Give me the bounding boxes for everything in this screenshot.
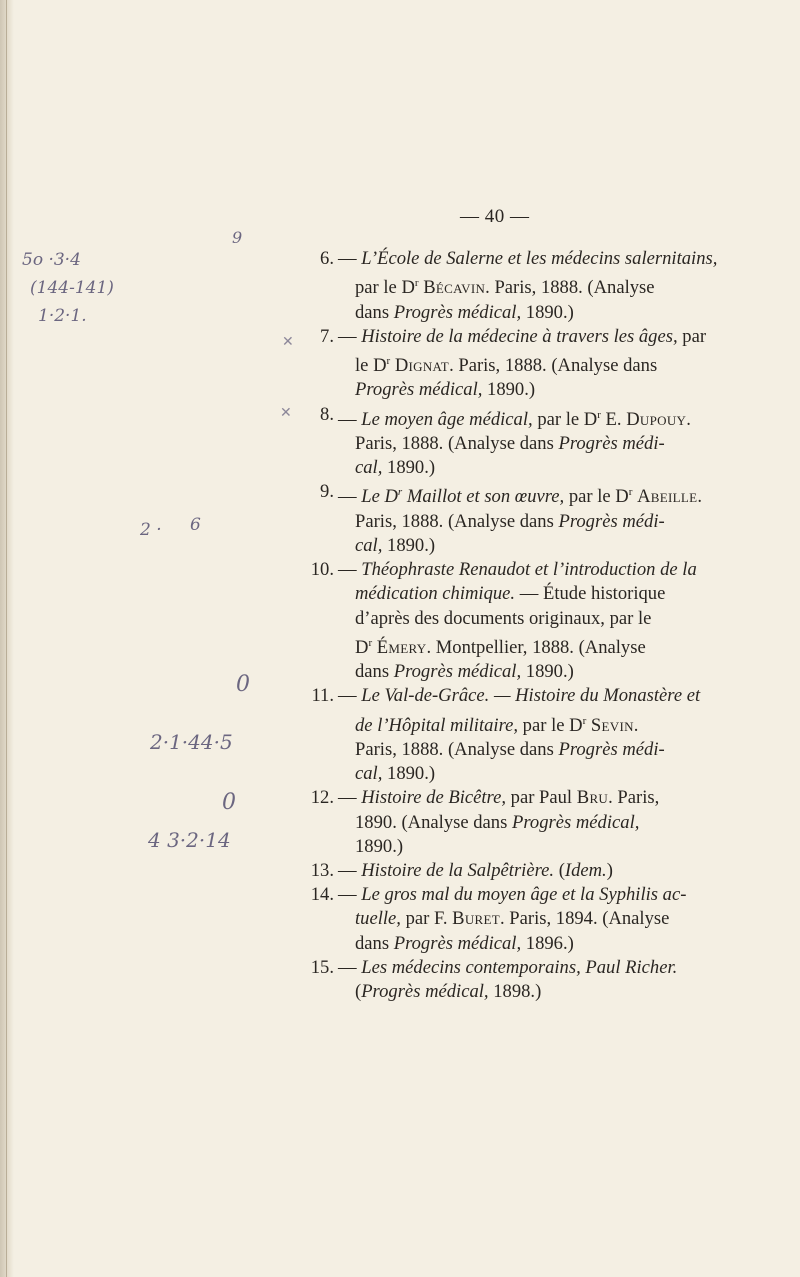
entry-line: — Le $D^r$ Maillot et son œuvre, par le $D^r$ Abeille. (338, 486, 703, 508)
entry-line: 1890. (Analyse dans Progrès médical, (355, 811, 640, 833)
entry-line: dans Progrès médical, 1890.) (355, 301, 574, 323)
bibliography-entry (300, 859, 720, 883)
bibliography-entry (300, 786, 720, 859)
entry-line: cal, 1890.) (355, 457, 436, 479)
bibliography-list (300, 247, 720, 1004)
pencil-tick-mark: ✕ (282, 334, 294, 350)
entry-number: 6. (320, 248, 334, 269)
bibliography-entry (300, 558, 720, 684)
bibliography-entry (300, 325, 720, 403)
entry-line: cal, 1890.) (355, 763, 436, 785)
entry-line: tuelle, par F. Buret. Paris, 1894. (Analyse (355, 908, 670, 930)
entry-number: 10. (310, 559, 334, 581)
entry-line: dans Progrès médical, 1896.) (355, 932, 574, 954)
entry-line: 1890.) (355, 835, 404, 857)
margin-note: 9 (232, 228, 243, 247)
entry-line: — Histoire de la Salpêtrière. (Idem.) (338, 860, 613, 881)
bibliography-entry (300, 883, 720, 956)
bibliography-entry (300, 480, 720, 558)
entry-line: médication chimique. — Étude historique (355, 583, 666, 605)
entry-number: 7. (320, 325, 334, 347)
margin-note: (144-141) (30, 278, 114, 298)
entry-line: — Les médecins contemporains, Paul Richer. (338, 956, 678, 978)
entry-line: — Le gros mal du moyen âge et la Syphilis ac- (338, 884, 687, 906)
margin-note: 6 (190, 515, 201, 535)
entry-line: (Progrès médical, 1898.) (355, 981, 542, 1003)
entry-line: Paris, 1888. (Analyse dans Progrès médi- (355, 738, 665, 760)
entry-line: de l’Hôpital militaire, par le $D^r$ Sevin. (355, 714, 639, 736)
spine-line (6, 0, 7, 1277)
entry-line: — Le moyen âge médical, par le $D^r$ E. Dupouy. (338, 408, 691, 430)
margin-note: 5o ·3·4 (22, 250, 81, 270)
bibliography-entry (300, 956, 720, 1004)
entry-line: dans Progrès médical, 1890.) (355, 661, 574, 683)
pencil-tick-mark: ✕ (280, 405, 292, 421)
margin-note: 4 3·2·14 (148, 828, 231, 852)
entry-number: 9. (320, 481, 334, 503)
entry-number: 15. (310, 956, 334, 978)
page-number-text: — 40 — (460, 206, 530, 227)
bibliography-entry (300, 247, 720, 325)
entry-line: — L’École de Salerne et les médecins salernitains, (338, 248, 718, 269)
entry-number: 13. (310, 860, 334, 881)
entry-number: 11. (311, 685, 334, 707)
margin-note: 1·2·1. (38, 306, 87, 326)
entry-line: Paris, 1888. (Analyse dans Progrès médi- (355, 510, 665, 532)
entry-line: Paris, 1888. (Analyse dans Progrès médi- (355, 432, 665, 454)
margin-note: 2 · (140, 520, 162, 540)
entry-line: d’après des documents originaux, par le (355, 607, 652, 629)
page-spine (0, 0, 14, 1277)
entry-number: 14. (310, 884, 334, 906)
margin-note: 0 (222, 790, 236, 815)
bibliography-entry (300, 684, 720, 786)
entry-number: 8. (320, 403, 334, 425)
entry-line: par le $D^r$ Bécavin. Paris, 1888. (Analyse (355, 277, 655, 299)
bibliography-entry (300, 403, 720, 481)
entry-line: Progrès médical, 1890.) (355, 379, 536, 401)
entry-line: $D^r$ Émery. Montpellier, 1888. (Analyse (355, 636, 646, 658)
entry-line: — Histoire de Bicêtre, par Paul Bru. Paris, (338, 787, 660, 809)
entry-line: — Théophraste Renaudot et l’introduction de la (338, 559, 697, 581)
entry-line: — Histoire de la médecine à travers les âges, par (338, 325, 707, 347)
entry-line: — Le Val-de-Grâce. — Histoire du Monastère et (338, 685, 701, 707)
entry-line: le $D^r$ Dignat. Paris, 1888. (Analyse dans (355, 355, 658, 377)
entry-number: 12. (310, 787, 334, 809)
margin-note: 0 (236, 672, 250, 697)
margin-note: 2·1·44·5 (150, 730, 233, 754)
entry-line: cal, 1890.) (355, 534, 436, 556)
